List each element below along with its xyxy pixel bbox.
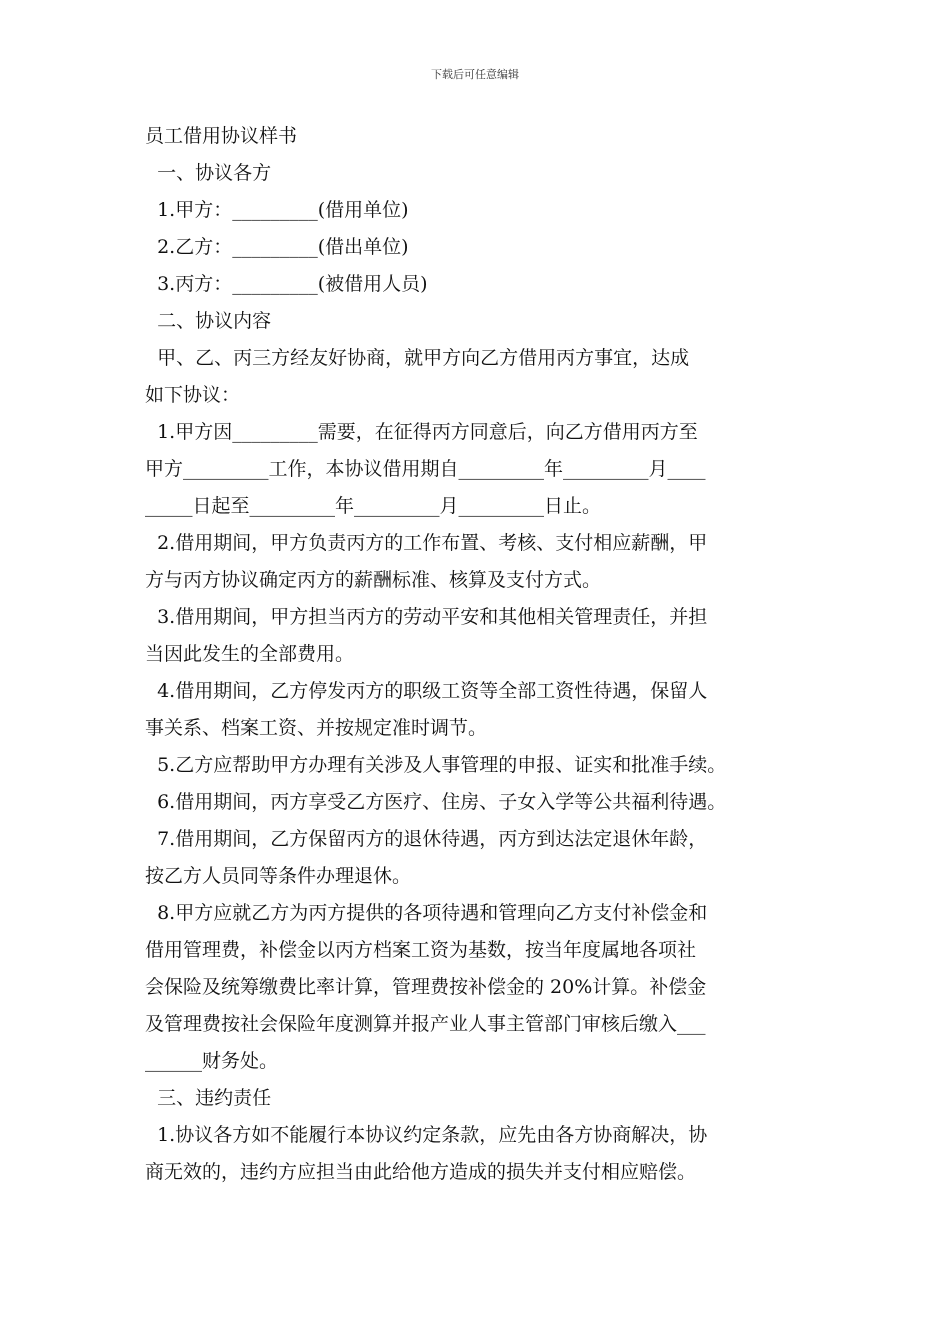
text-line: 2.乙方：_________(借出单位) — [145, 236, 409, 258]
text-line: 5.乙方应帮助甲方办理有关涉及人事管理的申报、证实和批准手续。 — [145, 754, 727, 776]
text-line: 6.借用期间，丙方享受乙方医疗、住房、子女入学等公共福利待遇。 — [145, 791, 727, 813]
text-line: 方与丙方协议确定丙方的薪酬标准、核算及支付方式。 — [145, 569, 602, 591]
text-line: 事关系、档案工资、并按规定准时调节。 — [145, 717, 488, 739]
text-line: 4.借用期间，乙方停发丙方的职级工资等全部工资性待遇，保留人 — [145, 680, 708, 702]
page-header-note: 下载后可任意编辑 — [431, 68, 519, 81]
text-line: 甲、乙、丙三方经友好协商，就甲方向乙方借用丙方事宜，达成 — [145, 347, 690, 369]
text-line: 三、违约责任 — [145, 1087, 272, 1109]
text-line: 一、协议各方 — [145, 162, 272, 184]
text-line: 甲方_________工作，本协议借用期自_________年_________月____ — [145, 458, 706, 480]
text-line: 3.借用期间，甲方担当丙方的劳动平安和其他相关管理责任，并担 — [145, 606, 708, 628]
document-body — [145, 118, 815, 1191]
text-line: 7.借用期间，乙方保留丙方的退休待遇，丙方到达法定退休年龄， — [145, 828, 708, 850]
text-line: _____日起至_________年_________月_________日止。 — [145, 495, 602, 517]
text-line: 1.甲方：_________(借用单位) — [145, 199, 409, 221]
text-line: 3.丙方：_________(被借用人员) — [145, 273, 428, 295]
text-line: 及管理费按社会保险年度测算并报产业人事主管部门审核后缴入___ — [145, 1013, 706, 1035]
text-line: 1.甲方因_________需要，在征得丙方同意后，向乙方借用丙方至 — [145, 421, 698, 443]
text-line: 8.甲方应就乙方为丙方提供的各项待遇和管理向乙方支付补偿金和 — [145, 902, 708, 924]
text-line: 商无效的，违约方应担当由此给他方造成的损失并支付相应赔偿。 — [145, 1161, 697, 1183]
document-title: 员工借用协议样书 — [145, 125, 298, 147]
text-line: ______财务处。 — [145, 1050, 279, 1072]
text-line: 借用管理费，补偿金以丙方档案工资为基数，按当年度属地各项社 — [145, 939, 697, 961]
text-line: 会保险及统筹缴费比率计算，管理费按补偿金的 20%计算。补偿金 — [145, 976, 707, 998]
text-line: 二、协议内容 — [145, 310, 272, 332]
text-line: 按乙方人员同等条件办理退休。 — [145, 865, 412, 887]
text-line: 1.协议各方如不能履行本协议约定条款，应先由各方协商解决，协 — [145, 1124, 708, 1146]
text-line: 当因此发生的全部费用。 — [145, 643, 355, 665]
text-line: 2.借用期间，甲方负责丙方的工作布置、考核、支付相应薪酬，甲 — [145, 532, 708, 554]
text-line: 如下协议： — [145, 384, 241, 406]
